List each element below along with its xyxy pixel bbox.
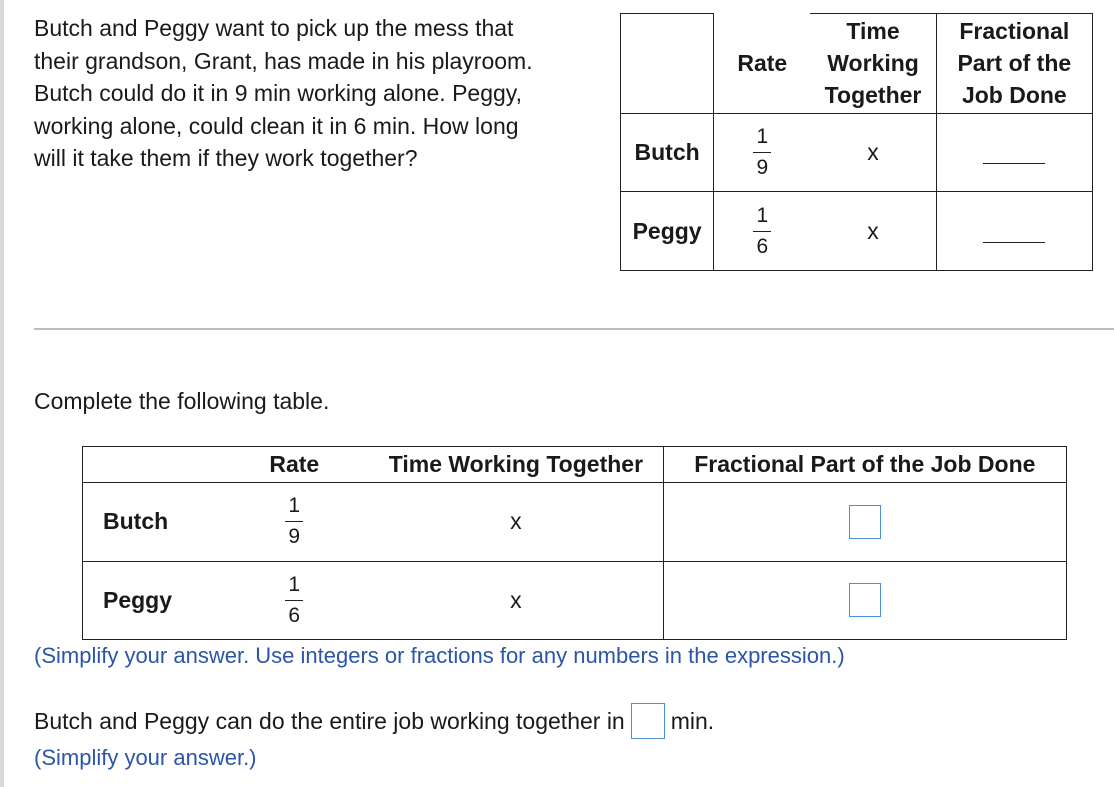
left-border [0, 0, 4, 787]
fraction-cell [663, 483, 1066, 561]
row-name: Butch [83, 483, 220, 561]
fraction-denominator: 6 [288, 603, 301, 627]
fraction-bar [753, 152, 771, 153]
reference-table [620, 13, 1093, 271]
rate-cell [219, 561, 369, 639]
final-answer-prefix: Butch and Peggy can do the entire job working together in [34, 707, 625, 734]
header-empty [83, 447, 220, 483]
problem-line: working alone, could clean it in 6 min. How long [34, 112, 519, 139]
header-time-line: Time [846, 18, 900, 45]
rate-fraction [285, 494, 303, 549]
fraction-cell [936, 192, 1092, 271]
reference-row-butch [621, 113, 1093, 192]
header-empty [621, 14, 714, 114]
row-name: Butch [621, 113, 714, 192]
rate-fraction [753, 204, 771, 259]
time-cell: x [810, 192, 936, 271]
fraction-bar [285, 521, 303, 522]
fraction-bar [285, 600, 303, 601]
rate-fraction [753, 125, 771, 180]
fraction-numerator: 1 [756, 203, 769, 227]
header-time-line: Working [827, 50, 919, 77]
rate-cell [714, 113, 811, 192]
fraction-numerator: 1 [288, 572, 301, 596]
final-answer-suffix: min. [670, 707, 715, 734]
header-rate: Rate [219, 447, 369, 483]
fraction-denominator: 9 [288, 525, 301, 549]
header-time: Time Working Together [369, 447, 663, 483]
answer-row-peggy [83, 561, 1067, 639]
problem-line: Butch and Peggy want to pick up the mess that [34, 15, 514, 41]
blank-line [983, 242, 1045, 243]
header-fraction-line: Job Done [961, 82, 1067, 109]
header-time [810, 14, 936, 114]
fraction-cell [936, 113, 1092, 192]
fraction-denominator: 6 [756, 234, 769, 258]
fraction-bar [753, 231, 771, 232]
header-rate: Rate [714, 14, 811, 114]
section-divider [34, 328, 1114, 330]
row-name: Peggy [83, 561, 220, 639]
time-cell: x [810, 113, 936, 192]
time-cell: x [369, 561, 663, 639]
fraction-numerator: 1 [756, 125, 769, 149]
problem-line: will it take them if they work together? [34, 145, 418, 171]
instruction-text: Complete the following table. [34, 388, 330, 414]
problem-line: their grandson, Grant, has made in his playroom. [34, 47, 533, 74]
simplify-note: (Simplify your answer.) [34, 745, 257, 770]
butch-fraction-answer-input[interactable] [849, 505, 881, 539]
answer-table-header [83, 447, 1067, 483]
simplify-expression-note: (Simplify your answer. Use integers or fractions for any numbers in the expression.) [34, 643, 845, 668]
fraction-numerator: 1 [288, 494, 301, 518]
header-fraction-line: Part of the [957, 50, 1072, 77]
rate-fraction [285, 573, 303, 628]
header-time-line: Together [824, 82, 922, 109]
answer-table [82, 446, 1067, 640]
rate-cell [219, 483, 369, 561]
total-time-answer-input[interactable] [631, 703, 665, 739]
header-fraction-line: Fractional [959, 18, 1070, 45]
reference-row-peggy [621, 192, 1093, 271]
fraction-denominator: 9 [756, 156, 769, 180]
rate-cell [714, 192, 811, 271]
row-name: Peggy [621, 192, 714, 271]
blank-line [983, 163, 1045, 164]
problem-line: Butch could do it in 9 min working alone. Peggy, [34, 80, 522, 106]
header-fraction [936, 14, 1092, 114]
problem-statement [34, 12, 614, 175]
reference-table-header [621, 14, 1093, 114]
header-fraction: Fractional Part of the Job Done [663, 447, 1066, 483]
final-answer-line [34, 703, 714, 739]
peggy-fraction-answer-input[interactable] [849, 583, 881, 617]
answer-row-butch [83, 483, 1067, 561]
time-cell: x [369, 483, 663, 561]
fraction-cell [663, 561, 1066, 639]
